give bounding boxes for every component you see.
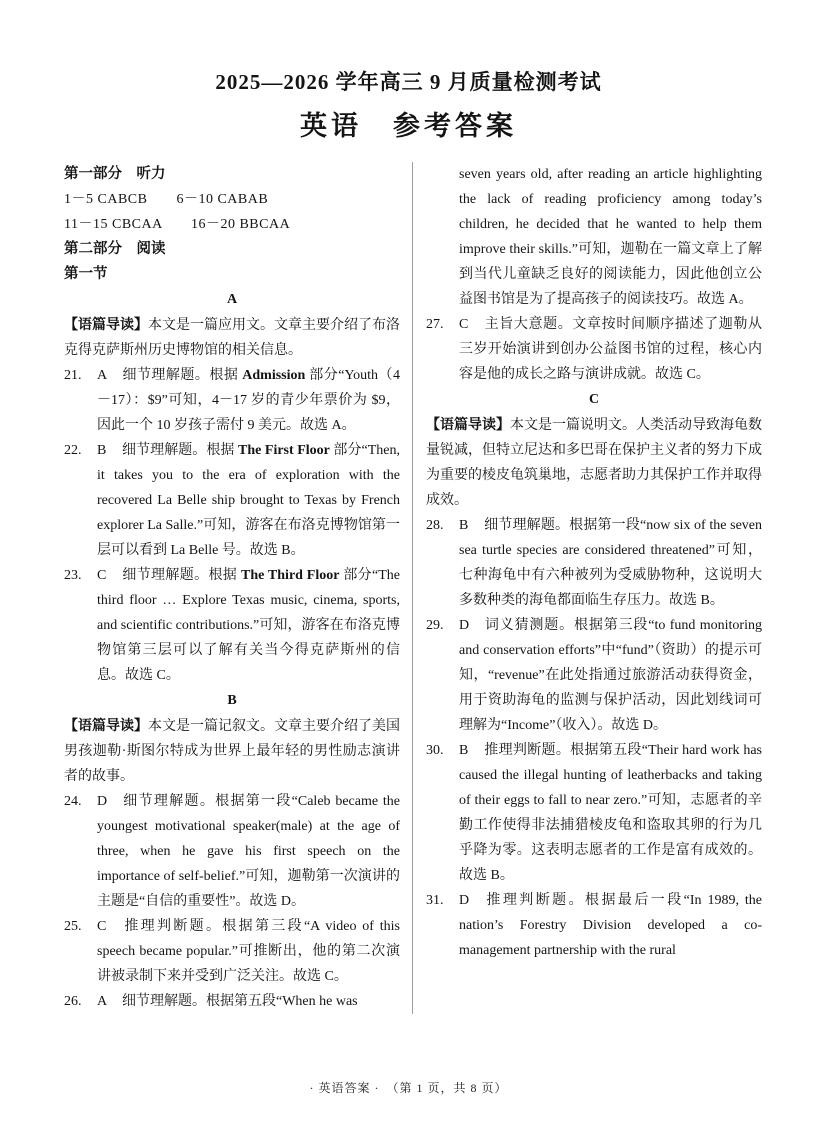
item-number: 24. [64,794,82,809]
item-number: 28. [426,518,444,533]
item-number: 21. [64,368,82,383]
page-footer: · 英语答案 · （第 1 页，共 8 页） [309,1081,508,1095]
text-segment: 推理判断题。根据第三段“A video of this speech became popular.”可推断出，他的第二次演讲被录制下来并受到广泛关注。故选 C。 [97,919,400,984]
passage-letter: C [588,392,600,407]
item-number: 31. [426,893,444,908]
text-segment: 部分“The third floor … Explore Texas music, cinema, sports, and scientific contributions.”可知，游客在布洛克博物馆第三层可以了解有关当今得克萨斯州的信息。故选 C。 [97,568,400,683]
passage-intro [426,412,762,513]
text-segment: Admission [242,368,306,383]
text-segment: 细节理解题。根据 [122,568,241,583]
answer-item [64,363,400,438]
text-segment: 本文是一篇记叙文。文章主要介绍了美国男孩迦勒·斯图尔特成为世界上最年轻的男性励志演讲者的故事。 [64,719,400,784]
answer-item [426,312,762,387]
item-number: 27. [426,317,444,332]
text-segment: 主旨大意题。文章按时间顺序描述了迦勒从三岁开始演讲到创办公益图书馆的过程，核心内容是他的成长之路与演讲成就。故选 C。 [459,317,762,382]
text-segment: The Third Floor [241,568,340,583]
item-number: 22. [64,443,82,458]
text-segment: 部分“Then, it takes you to the era of exploration with the recovered La Belle ship brought to Texas by French explorer La Salle.”可知，游客在布洛克博物馆第一层可以看到 La Belle 号。故选 B。 [97,443,400,558]
text-segment: 推理判断题。根据第五段“Their hard work has caused the illegal hunting of leatherbacks and taking of their eggs to fall to near zero.”可知，志愿者的辛勤工作使得非法捕猎棱皮龟和盗取其卵的行为几乎降为零。这表明志愿者的工作是富有成效的。故选 B。 [459,743,762,883]
intro-label: 【语篇导读】 [426,416,510,432]
left-column [64,162,413,1014]
text-segment: 本文是一篇说明文。人类活动导致海龟数量锐减，但特立尼达和多巴哥在保护主义者的努力下成为重要的棱皮龟筑巢地，志愿者助力其保护工作并取得成效。 [426,418,762,508]
passage-letter: B [227,693,237,708]
answer-item [426,888,762,963]
right-column [413,162,762,1014]
item-answer: C [97,568,107,583]
section-heading: 第一部分 听力 [64,166,166,182]
answer-key-line: 11－15 CBCAA 16－20 BBCAA [64,217,291,232]
item-number: 26. [64,994,82,1009]
section-heading: 第二部分 阅读 [64,241,166,257]
intro-label: 【语篇导读】 [64,316,148,332]
exam-subtitle: 英语 参考答案 [300,111,517,141]
item-answer: B [459,518,469,533]
item-answer: B [97,443,107,458]
answer-item [426,738,762,888]
item-answer: D [459,893,470,908]
item-answer: D [97,794,108,809]
item-number: 29. [426,618,444,633]
answer-item [64,438,400,563]
passage-letter: A [226,292,238,307]
item-answer: C [459,317,469,332]
text-segment: 细节理解题。根据第一段“now six of the seven sea turtle species are considered threatened”可知，七种海龟中有六种被列为受威胁物种，这说明大多数种类的海龟都面临生存压力。故选 B。 [459,518,762,608]
item-answer: C [97,919,107,934]
answer-item [426,513,762,613]
answer-key-line: 1－5 CABCB 6－10 CABAB [64,192,269,207]
text-segment: 本文是一篇应用文。文章主要介绍了布洛克得克萨斯州历史博物馆的相关信息。 [64,318,400,358]
text-segment: 推理判断题。根据最后一段“In 1989, the nation’s Forestry Division developed a co-management partnership with the rural [459,893,762,958]
item-number: 25. [64,919,82,934]
exam-title: 2025—2026 学年高三 9 月质量检测考试 [215,70,602,94]
answer-item [64,989,400,1014]
answer-item [64,914,400,989]
content-columns [64,162,762,1014]
text-segment: seven years old, after reading an article highlighting the lack of reading proficiency among today’s children, he decided that he wanted to help them improve their skills.”可知，迦勒在一篇文章上了解到当代儿童缺乏良好的阅读能力，因此他创立公益图书馆是为了提高孩子的阅读技巧。故选 A。 [459,167,762,307]
intro-label: 【语篇导读】 [64,717,148,733]
passage-intro [64,312,400,363]
answer-item [64,563,400,688]
item-answer: A [97,368,108,383]
answer-item [426,613,762,738]
text-segment: 词义猜测题。根据第三段“to fund monitoring and conservation efforts”中“fund”（资助）的提示可知，“revenue”在此处指通过旅游活动获得资金，用于资助海龟的监测与保护活动，因此划线词可理解为“Income”（收入）。故选 D。 [459,618,762,733]
section-heading: 第一节 [64,266,108,282]
passage-intro [64,713,400,789]
text-segment: 细节理解题。根据 [122,368,243,383]
text-segment: 细节理解题。根据第五段“When he was [122,994,358,1009]
text-segment: 细节理解题。根据 [122,443,238,458]
text-segment: 部分“Youth（4－17）：$9”可知，4－17 岁的青少年票价为 $9，因此一个 10 岁孩子需付 9 美元。故选 A。 [97,368,401,433]
item-answer: B [459,743,469,758]
text-segment: 细节理解题。根据第一段“Caleb became the youngest motivational speaker(male) at the age of three, when he gave his first speech on the importance of self-belief.”可知，迦勒第一次演讲的主题是“自信的重要性”。故选 D。 [97,794,400,909]
answer-item-continuation [426,162,762,312]
item-answer: D [459,618,470,633]
item-answer: A [97,994,108,1009]
text-segment: The First Floor [238,443,330,458]
answer-item [64,789,400,914]
item-number: 23. [64,568,82,583]
item-number: 30. [426,743,444,758]
